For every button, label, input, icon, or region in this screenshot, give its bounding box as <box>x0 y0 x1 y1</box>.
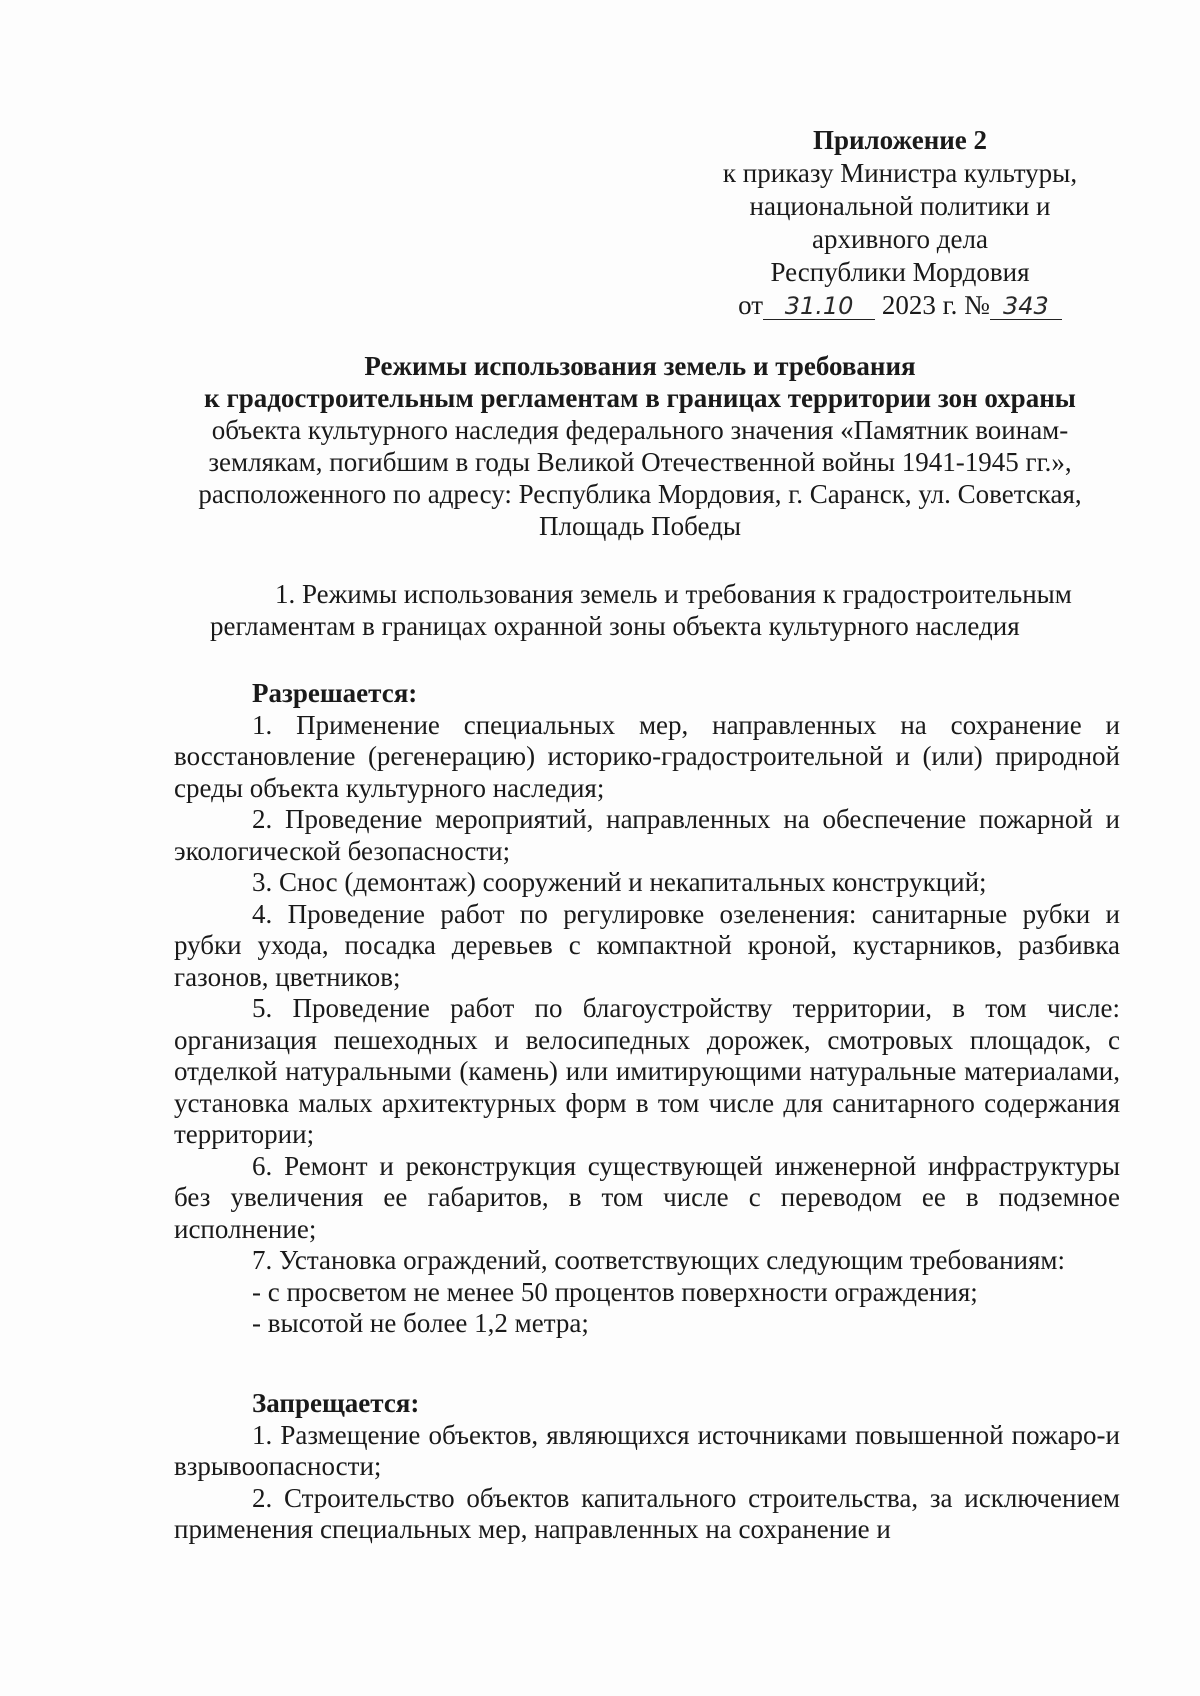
handwritten-number: 343 <box>990 293 1062 320</box>
handwritten-date: 31.10 <box>763 293 875 320</box>
allowed-sub-item: - с просветом не менее 50 процентов поверхности ограждения; <box>252 1276 978 1307</box>
allowed-heading: Разрешается: <box>252 678 418 708</box>
title-normal-text: объекта культурного наследия федерального значения «Памятник воинам-землякам, погибшим в годы Великой Отечественной войны 1941-1945 гг.», расположенного по адресу: Республика Мордовия, г. Саранск, ул. Советская, Площадь Победы <box>198 415 1082 541</box>
forbidden-heading: Запрещается: <box>252 1388 420 1418</box>
allowed-item: 4. Проведение работ по регулировке озеленения: санитарные рубки и рубки ухода, посадка деревьев с компактной кроной, кустарников, разбивка газонов, цветников; <box>174 898 1120 992</box>
annex-line: архивного дела <box>812 224 988 254</box>
allowed-sub-item: - высотой не более 1,2 метра; <box>252 1308 589 1338</box>
forbidden-section <box>174 1388 1120 1546</box>
section-heading: 1. Режимы использования земель и требования к градостроительным регламентам в границах охранной зоны объекта культурного наследия <box>210 579 1072 641</box>
allowed-item: 3. Снос (демонтаж) сооружений и некапитальных конструкций; <box>252 867 987 897</box>
allowed-item: 7. Установка ограждений, соответствующих следующим требованиям: <box>252 1245 1065 1275</box>
ref-year: 2023 г. № <box>881 290 990 320</box>
order-reference <box>700 289 1100 322</box>
annex-title: Приложение 2 <box>812 125 988 155</box>
title-bold-line: Режимы использования земель и требования <box>364 351 916 381</box>
annex-line: Республики Мордовия <box>770 257 1030 287</box>
annex-line: национальной политики и <box>749 191 1051 221</box>
forbidden-item: 2. Строительство объектов капитального строительства, за исключением применения специальных мер, направленных на сохранение и <box>174 1482 1120 1544</box>
annex-header <box>700 124 1100 322</box>
allowed-item: 6. Ремонт и реконструкция существующей инженерной инфраструктуры без увеличения ее габаритов, в том числе с переводом ее в подземное исполнение; <box>174 1150 1120 1244</box>
ref-prefix: от <box>738 290 764 320</box>
document-title <box>170 350 1110 542</box>
title-bold-line: к градостроительным регламентам в границах территории зон охраны <box>204 383 1076 413</box>
allowed-item: 5. Проведение работ по благоустройству территории, в том числе: организация пешеходных и велосипедных дорожек, смотровых площадок, с отделкой натуральными (камень) или имитирующими натуральные материалами, установка малых архитектурных форм в том числе для санитарного содержания территории; <box>174 993 1120 1149</box>
allowed-item: 1. Применение специальных мер, направленных на сохранение и восстановление (регенерацию) историко-градостроительной и (или) природной среды объекта культурного наследия; <box>174 709 1120 803</box>
allowed-item: 2. Проведение мероприятий, направленных на обеспечение пожарной и экологической безопасности; <box>174 804 1120 866</box>
forbidden-item: 1. Размещение объектов, являющихся источниками повышенной пожаро-и взрывоопасности; <box>174 1419 1120 1481</box>
annex-line: к приказу Министра культуры, <box>722 158 1078 188</box>
allowed-section <box>174 678 1120 1340</box>
